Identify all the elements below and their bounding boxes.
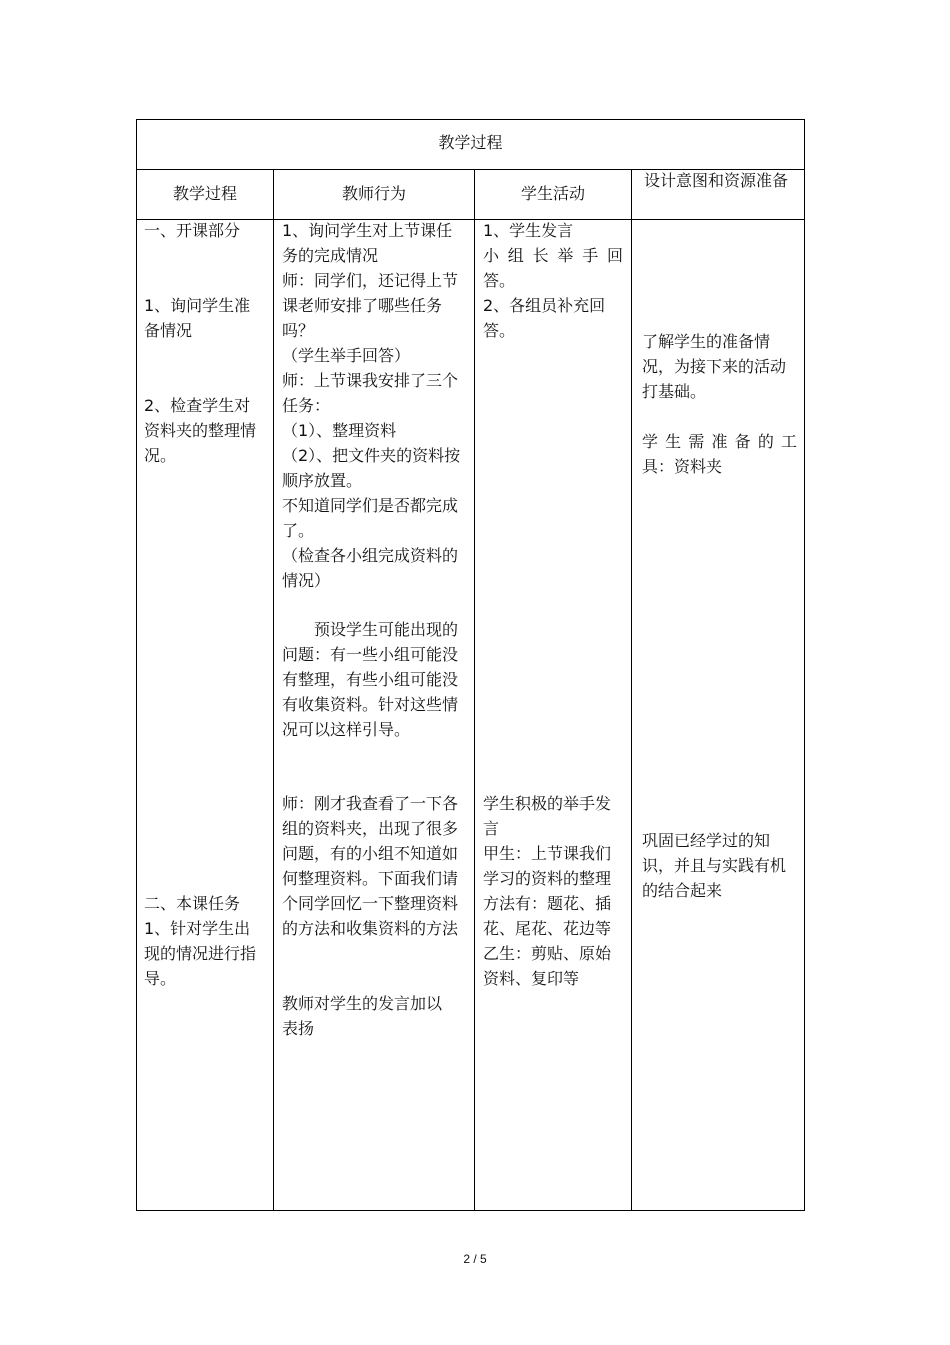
col3-block2: 学生积极的举手发言 甲生：上节课我们学习的资料的整理方法有：题花、插花、尾花、花边等 乙生：剪贴、原始资料、复印等	[483, 794, 612, 988]
col3-line4: 2、各组员补充回答。	[483, 296, 606, 340]
col4-block3: 巩固已经学过的知识，并且与实践有机的结合起来	[642, 831, 787, 900]
lesson-table	[136, 119, 805, 1211]
page-number: 2 / 5	[463, 1252, 487, 1266]
col3-line2: 小组长举手回	[483, 246, 623, 265]
col4-line-a: 学生需准备的工	[642, 432, 797, 451]
col3-line1: 1、学生发言	[483, 221, 574, 240]
col2-block2: 预设学生可能出现的问题：有一些小组可能没有整理，有些小组可能没有收集资料。针对这些情况可以这样引导。	[282, 620, 459, 739]
col2-block3: 师：刚才我查看了一下各组的资料夹，出现了很多问题，有的小组不知道如何整理资料。下面我们请个同学回忆一下整理资料的方法和收集资料的方法	[282, 794, 459, 938]
col1-section2-item1: 1、针对学生出现的情况进行指导。	[144, 919, 257, 988]
header-teacher-behavior: 教师行为	[341, 184, 406, 203]
header-design-intent: 设计意图和资源准备	[643, 171, 788, 190]
col1-section2-title: 二、本课任务	[144, 894, 241, 913]
header-student-activity: 学生活动	[520, 184, 585, 203]
col4-block1: 了解学生的准备情况，为接下来的活动打基础。	[642, 332, 787, 401]
col3-line3: 答。	[483, 271, 516, 290]
column-divider	[273, 170, 274, 1210]
col2-block4: 教师对学生的发言加以表扬	[282, 994, 443, 1038]
column-divider	[631, 170, 632, 1210]
column-divider	[474, 170, 475, 1210]
col4-line-b: 具：资料夹	[642, 457, 723, 476]
table-caption: 教学过程	[438, 133, 503, 152]
header-teaching-process: 教学过程	[172, 184, 237, 203]
col1-item1: 1、询问学生准备情况	[144, 296, 251, 340]
col1-section1-title: 一、开课部分	[144, 221, 241, 240]
col2-block1: 1、询问学生对上节课任务的完成情况 师：同学们，还记得上节课老师安排了哪些任务吗？ （学生举手回答） 师：上节课我安排了三个任务： （1）、整理资料 （2）、把文件夹的资料按顺序放置。 不知道同学们是否都完成了。 （检查各小组完成资料的情况）	[282, 221, 461, 590]
col1-item2: 2、检查学生对资料夹的整理情况。	[144, 396, 257, 465]
